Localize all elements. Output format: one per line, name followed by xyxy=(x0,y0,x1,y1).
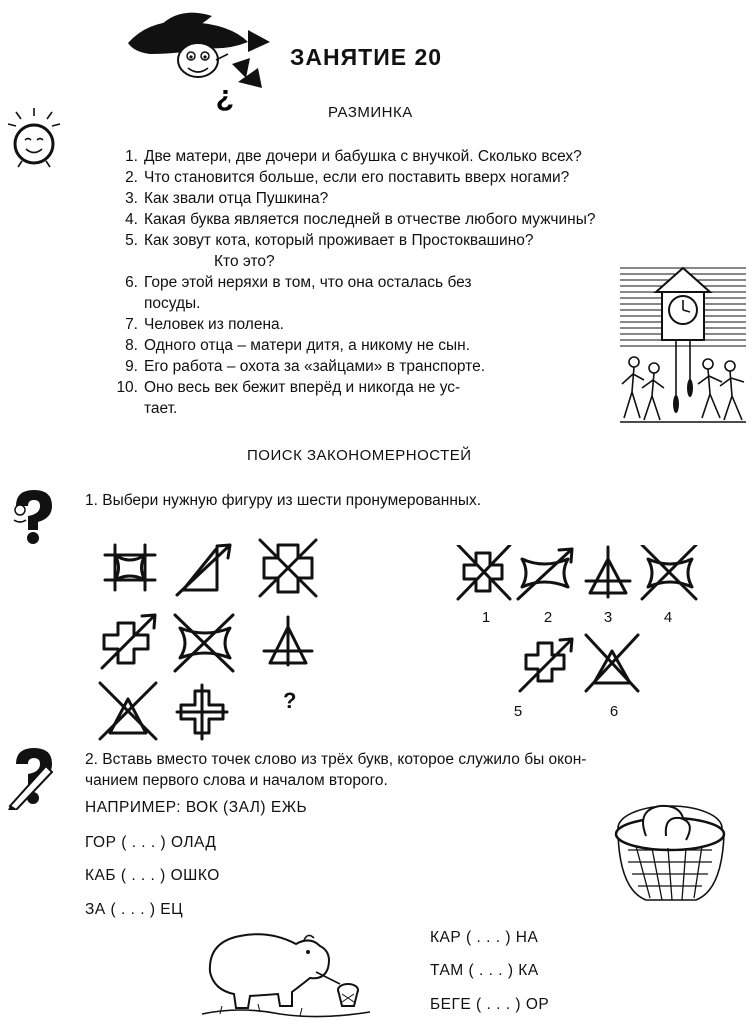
word-puzzle-item: КАР ( . . . ) НА xyxy=(430,929,539,946)
warmup-heading: РАЗМИНКА xyxy=(328,104,413,121)
question-item: 7. Человек из полена. xyxy=(125,316,284,333)
pattern-figure xyxy=(105,545,155,590)
missing-figure-question-mark: ? xyxy=(283,688,297,713)
question-item: 3. Как звали отца Пушкина? xyxy=(125,190,329,207)
wizard-logo-icon xyxy=(120,8,280,123)
option-figure-5 xyxy=(520,639,572,691)
option-label-2: 2 xyxy=(543,609,553,626)
option-label-5: 5 xyxy=(513,703,523,720)
task1-text: 1. Выбери нужную фигуру из шести пронумерованных. xyxy=(85,492,482,509)
question-item: 5. Как зовут кота, который проживает в Простоквашино? xyxy=(125,232,534,249)
alarm-clock-icon xyxy=(6,104,62,172)
pattern-figure xyxy=(102,615,155,668)
question-item: тает. xyxy=(144,400,178,417)
word-puzzle-item: ТАМ ( . . . ) КА xyxy=(430,962,539,979)
cuckoo-clock-illustration xyxy=(616,262,750,430)
word-puzzle-item: КАБ ( . . . ) ОШКО xyxy=(85,867,220,884)
word-puzzle-item: ЗА ( . . . ) ЕЦ xyxy=(85,901,184,918)
question-item: 10. Оно весь век бежит вперёд и никогда не ус- xyxy=(116,379,461,396)
word-puzzle-item: БЕГЕ ( . . . ) ОР xyxy=(430,996,550,1013)
question-item: посуды. xyxy=(144,295,201,312)
question-item: 1. Две матери, две дочери и бабушка с внучкой. Сколько всех? xyxy=(125,148,582,165)
question-item: 4. Какая буква является последней в отчестве любого мужчины? xyxy=(125,211,596,228)
pattern-figure xyxy=(177,545,230,595)
pattern-figure xyxy=(177,685,227,739)
option-label-3: 3 xyxy=(603,609,613,626)
pattern-figure xyxy=(100,683,156,739)
task2-line2: чанием первого слова и началом второго. xyxy=(85,772,388,789)
option-figure-2 xyxy=(518,549,572,599)
hippo-illustration xyxy=(200,922,375,1022)
question-item: 6. Горе этой неряхи в том, что она осталась без xyxy=(125,274,472,291)
svg-text:?: ? xyxy=(215,83,234,116)
question-item: 2. Что становится больше, если его поставить вверх ногами? xyxy=(125,169,570,186)
patterns-heading: ПОИСК ЗАКОНОМЕРНОСТЕЙ xyxy=(247,447,472,464)
option-figure-4 xyxy=(642,545,696,599)
option-label-4: 4 xyxy=(663,609,673,626)
option-figure-3 xyxy=(586,547,630,597)
task2-line1: 2. Вставь вместо точек слово из трёх букв, которое служило бы окон- xyxy=(85,751,587,768)
pattern-figure xyxy=(175,615,233,671)
word-puzzle-item: ГОР ( . . . ) ОЛАД xyxy=(85,834,217,851)
basket-illustration xyxy=(606,800,736,910)
option-figure-6 xyxy=(586,635,638,691)
option-figure-1 xyxy=(458,545,510,599)
question-item: Кто это? xyxy=(214,253,275,270)
question-item: 9. Его работа – охота за «зайцами» в транспорте. xyxy=(125,358,486,375)
question-item: 8. Одного отца – матери дитя, а никому не сын. xyxy=(125,337,471,354)
warmup-question-list xyxy=(110,146,595,419)
option-label-1: 1 xyxy=(481,609,491,626)
task2-example: НАПРИМЕР: ВОК (ЗАЛ) ЕЖЬ xyxy=(85,799,308,816)
question-pencil-icon xyxy=(6,744,56,810)
option-label-6: 6 xyxy=(609,703,619,720)
page-title: ЗАНЯТИЕ 20 xyxy=(290,44,443,70)
pattern-figure xyxy=(260,540,316,596)
pattern-figure xyxy=(264,617,312,665)
question-face-icon xyxy=(6,486,56,546)
